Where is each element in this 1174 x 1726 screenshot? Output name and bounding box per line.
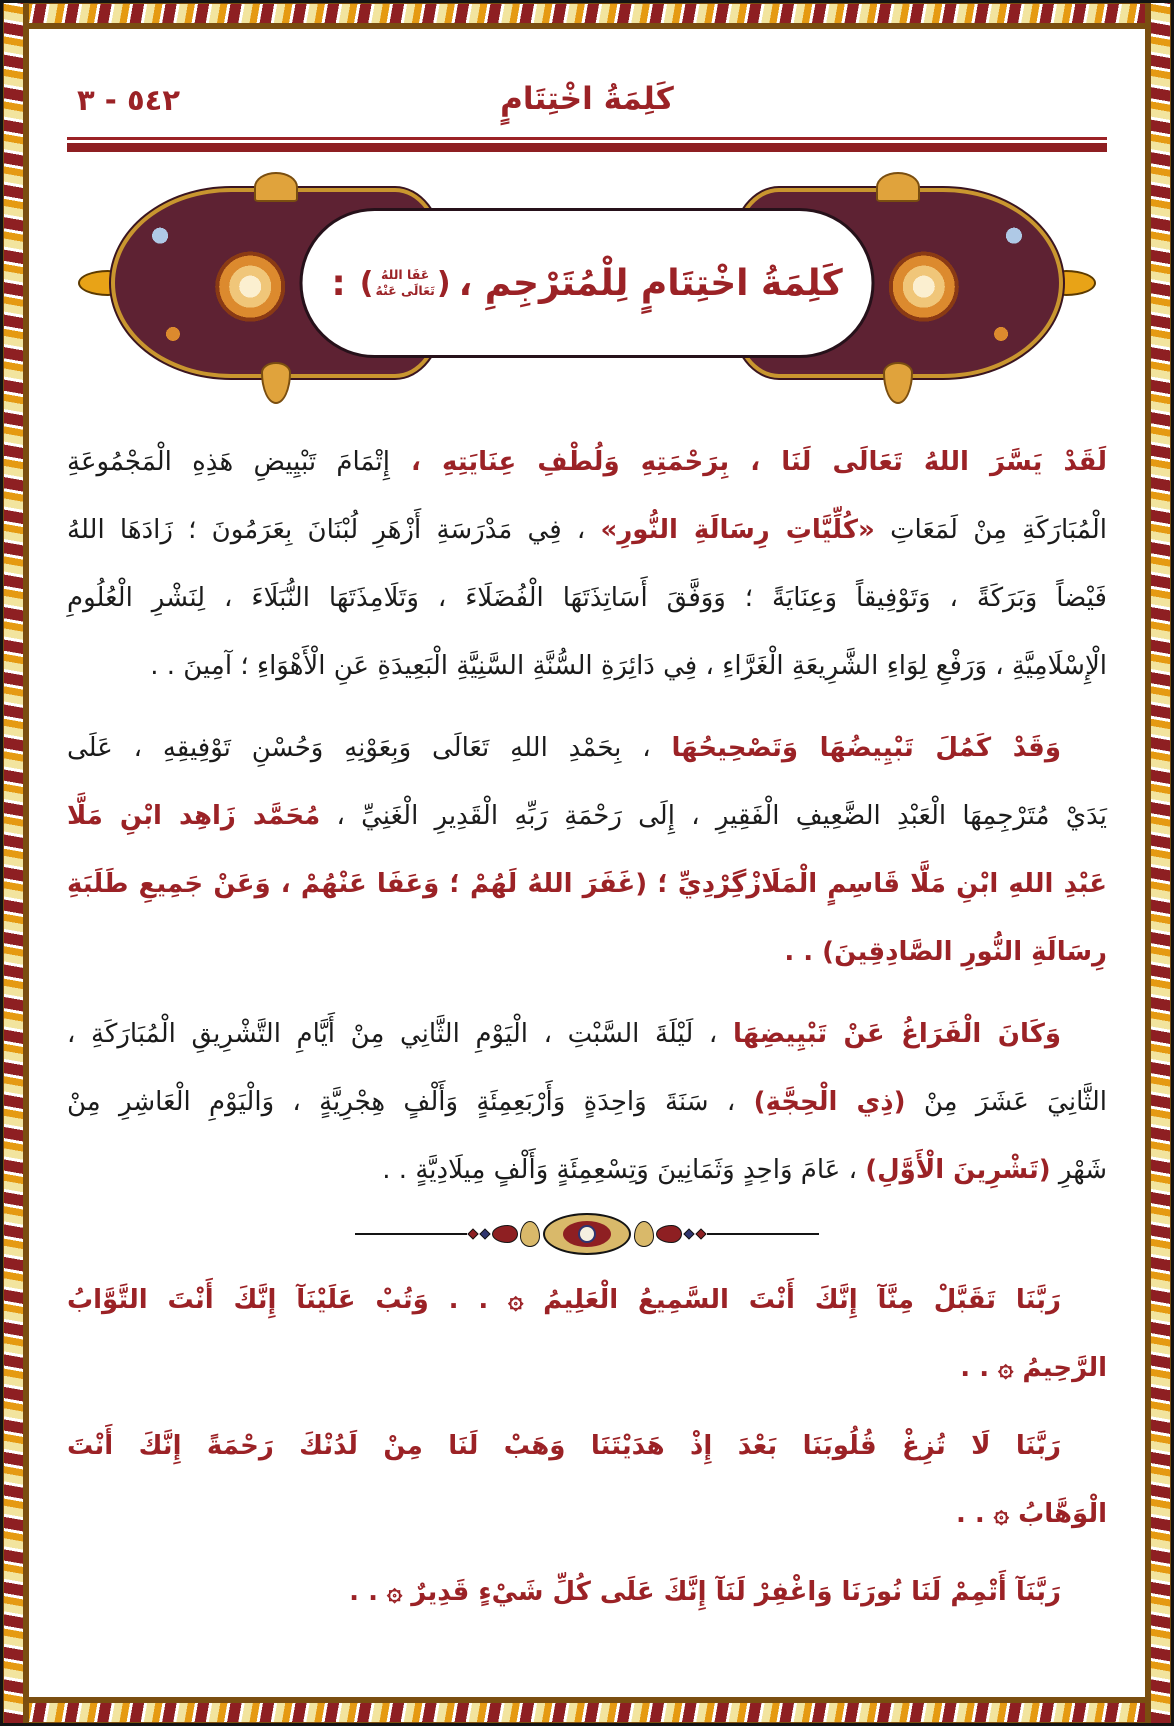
text-segment: (ذِي الْحِجَّةِ) [753, 1087, 906, 1117]
divider-bead-icon [683, 1228, 694, 1239]
text-line [67, 1136, 1107, 1204]
text-segment: فَيْضاً وَبَرَكَةً ، وَتَوْفِيقاً وَعِنَايَةً ؛ وَوَفَّقَ أَسَاتِذَتَهَا الْفُضَلَاءَ ، وَتَلَامِذَتَهَا النُّبَلَاءَ ، لِنَشْرِ الْعُلُومِ [67, 583, 1107, 613]
text-line [67, 428, 1107, 496]
text-line [67, 1266, 1107, 1334]
banner-title: كَلِمَةُ اخْتِتَامٍ لِلْمُتَرْجِمِ ، [458, 262, 843, 304]
running-title: كَلِمَةُ اخْتِتَامٍ [500, 81, 674, 117]
paragraph-2 [67, 714, 1107, 986]
text-segment: ، سَنَةَ وَاحِدَةٍ وَأَرْبَعِمِئَةٍ وَأَلْفٍ هِجْرِيَّةٍ ، وَالْيَوْمِ الْعَاشِرِ مِنْ [67, 1087, 754, 1117]
divider-wing-icon [492, 1225, 518, 1243]
text-segment: ، عَامَ وَاحِدٍ وَثَمَانِينَ وَتِسْعِمِئَةٍ وَأَلْفٍ مِيلَادِيَّةٍ . . [382, 1155, 866, 1185]
text-line [67, 1480, 1107, 1548]
divider-medallion-icon [543, 1213, 631, 1255]
text-segment: الْإِسْلَامِيَّةِ ، وَرَفْعِ لِوَاءِ الشَّرِيعَةِ الْغَرَّاءِ ، فِي دَائِرَةِ السُّنَّةِ السَّنِيَّةِ الْبَعِيدَةِ عَنِ الْأَهْوَاءِ ؛ آمِينَ . . [150, 651, 1107, 681]
seal-text [375, 267, 434, 298]
page-content [67, 43, 1107, 1626]
header-rule-thick [67, 143, 1107, 152]
prayer-2 [67, 1412, 1107, 1548]
header-rule-thin [67, 137, 1107, 140]
text-line [67, 782, 1107, 850]
text-segment: (تَشْرِينَ الْأَوَّلِ) [865, 1155, 1051, 1185]
text-segment: عَبْدِ اللهِ ابْنِ مَلَّا قَاسِمٍ الْمَلَازْگِرْدِيِّ ؛ (غَفَرَ اللهُ لَهُمْ ؛ وَعَفَا عَنْهُمْ ، وَعَنْ جَمِيعِ طَلَبَةِ [67, 869, 1107, 899]
text-line [67, 1068, 1107, 1136]
text-segment: وَقَدْ كَمُلَ تَبْيِيضُهَا وَتَصْحِيحُهَا [671, 733, 1061, 763]
ornamental-divider [67, 1212, 1107, 1256]
divider-bead-icon [467, 1228, 478, 1239]
text-segment: الْوَهَّابُ ۞ . . [955, 1499, 1107, 1529]
text-segment: الْمُبَارَكَةِ مِنْ لَمَعَاتِ [874, 515, 1107, 545]
text-line [67, 918, 1107, 986]
text-line [67, 632, 1107, 700]
text-line [67, 564, 1107, 632]
prayer-1 [67, 1266, 1107, 1402]
text-segment: شَهْرِ [1050, 1155, 1107, 1185]
seal-line-2: تَعَالَى عَنْهُ [375, 283, 435, 298]
text-line [67, 1000, 1107, 1068]
paragraph-3 [67, 1000, 1107, 1204]
text-segment: وَكَانَ الْفَرَاغُ عَنْ تَبْيِيضِهَا [732, 1019, 1061, 1049]
text-segment: الرَّحِيمُ ۞ . . [960, 1353, 1107, 1383]
divider-bead-icon [695, 1228, 706, 1239]
paragraph-1 [67, 428, 1107, 700]
ornamental-banner [97, 178, 1077, 388]
seal-close-paren: ) [359, 265, 374, 301]
page-header [67, 81, 1107, 129]
text-segment: ، لَيْلَةَ السَّبْتِ ، الْيَوْمِ الثَّانِي مِنْ أَيَّامِ التَّشْرِيقِ الْمُبَارَكَةِ ، [67, 1019, 733, 1049]
text-segment: ، فِي مَدْرَسَةِ أَزْهَرِ لُبْنَانَ بِعَرَمُونَ ؛ زَادَهَا اللهُ [67, 515, 601, 545]
border-right-chain [1145, 3, 1171, 1723]
text-line [67, 1412, 1107, 1480]
text-line [67, 850, 1107, 918]
border-bottom-chain [3, 1697, 1171, 1723]
text-line [67, 1558, 1107, 1626]
text-segment: لَقَدْ يَسَّرَ اللهُ تَعَالَى لَنَا ، بِرَحْمَتِهِ وَلُطْفِ عِنَايَتِهِ ، [389, 447, 1107, 477]
text-segment: رَبَّنَآ أَتْمِمْ لَنَا نُورَنَا وَاغْفِرْ لَنَآ إِنَّكَ عَلَى كُلِّ شَيْءٍ قَدِيرٌ ۞ . . [349, 1577, 1061, 1607]
text-segment: ، بِحَمْدِ اللهِ تَعَالَى وَبِعَوْنِهِ وَحُسْنِ تَوْفِيقِهِ ، عَلَى [67, 733, 672, 763]
banner-cartouche [300, 208, 875, 358]
closing-prayers [67, 1266, 1107, 1626]
text-segment: إِتْمَامَ تَبْيِيضِ هَذِهِ الْمَجْمُوعَةِ [67, 447, 390, 477]
text-line [67, 714, 1107, 782]
banner-colon: : [331, 262, 346, 304]
prayer-3 [67, 1558, 1107, 1626]
divider-wing-icon [656, 1225, 682, 1243]
text-segment: «كُلِّيَّاتِ رِسَالَةِ النُّورِ» [600, 515, 875, 545]
divider-line [707, 1233, 819, 1235]
text-segment: مُحَمَّد زَاهِد ابْنِ مَلَّا [67, 801, 321, 831]
text-segment: يَدَيْ مُتَرْجِمِهَا الْعَبْدِ الضَّعِيفِ الْفَقِيرِ ، إِلَى رَحْمَةِ رَبِّهِ الْقَدِيرِ الْغَنِيِّ ، [320, 801, 1107, 831]
page-number: ٥٤٢ - ٣ [77, 83, 181, 117]
translator-seal [360, 266, 451, 301]
divider-line [355, 1233, 467, 1235]
text-segment: الثَّانِيَ عَشَرَ مِنْ [905, 1087, 1108, 1117]
divider-leaf-icon [634, 1221, 654, 1247]
seal-line-1: عَفَا اللهُ [381, 267, 430, 283]
text-segment: رَبَّنَا لَا تُزِغْ قُلُوبَنَا بَعْدَ إِذْ هَدَيْتَنَا وَهَبْ لَنَا مِنْ لَدُنْكَ رَحْمَةً إِنَّكَ أَنْتَ [67, 1431, 1061, 1461]
text-segment: رِسَالَةِ النُّورِ الصَّادِقِينَ) . . [784, 937, 1107, 967]
text-line [67, 496, 1107, 564]
body-text [67, 428, 1107, 1204]
text-line [67, 1334, 1107, 1402]
border-left-chain [3, 3, 29, 1723]
seal-open-paren: ( [436, 265, 451, 301]
divider-bead-icon [479, 1228, 490, 1239]
divider-leaf-icon [520, 1221, 540, 1247]
border-top-chain [3, 3, 1171, 29]
text-segment: رَبَّنَا تَقَبَّلْ مِنَّآ إِنَّكَ أَنْتَ السَّمِيعُ الْعَلِيمُ ۞ . . وَتُبْ عَلَيْنَآ إِنَّكَ أَنْتَ التَّوَّابُ [67, 1285, 1061, 1315]
